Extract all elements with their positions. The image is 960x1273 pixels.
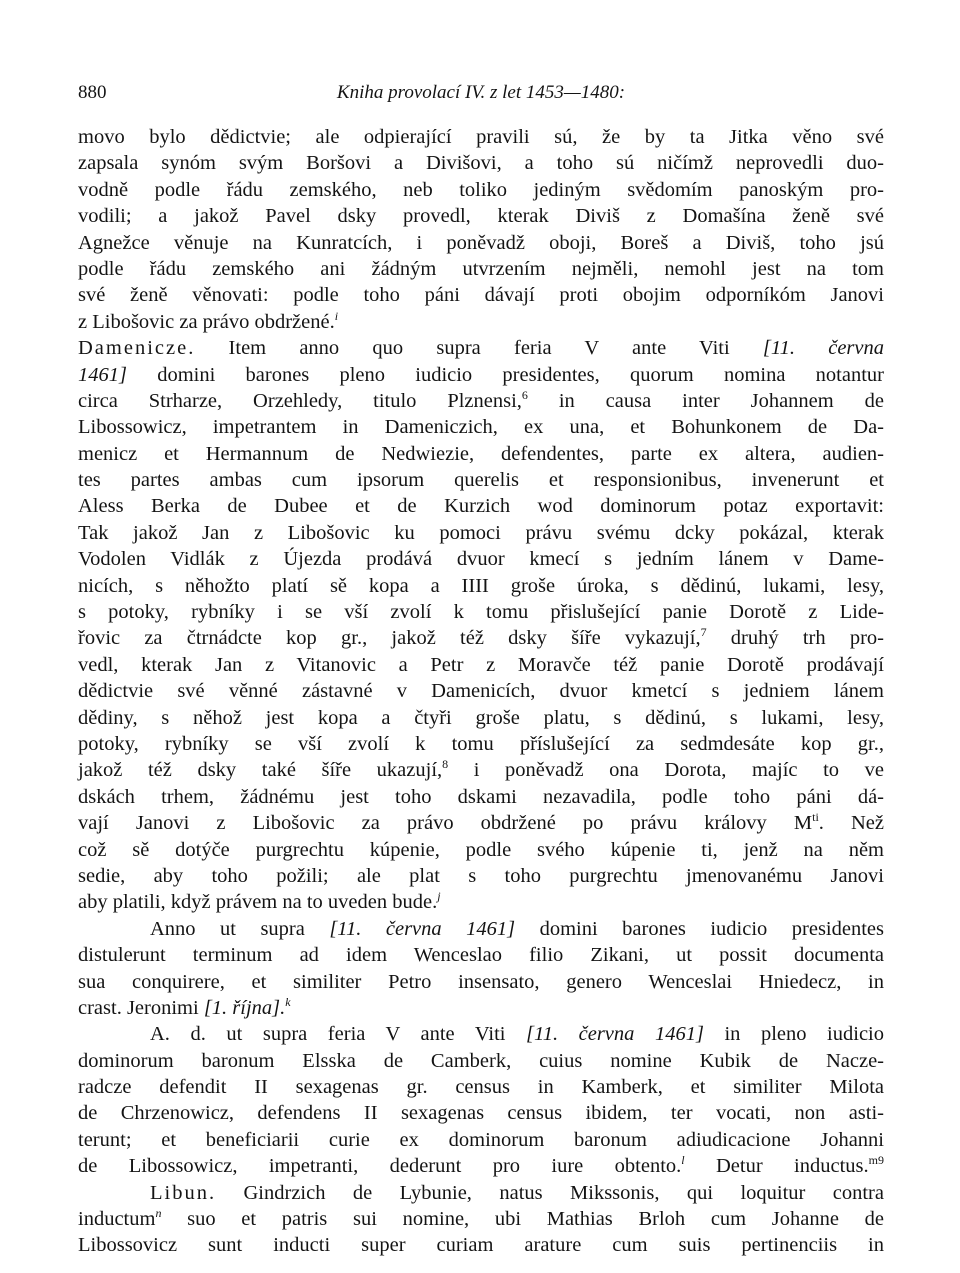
text-line xyxy=(78,810,884,836)
text-segment: vedl, kterak Jan z Vitanovic a Petr z Moravče též panie Dorotě prodávají xyxy=(78,653,884,676)
text-line xyxy=(78,784,884,810)
text-segment: i poněvadž ona Dorota, majíc to ve xyxy=(448,759,884,782)
text-segment: Anno ut supra xyxy=(150,917,330,940)
text-segment: své ženě věnovati: podle toho páni dávají proti obojim odporníkóm Janovi xyxy=(78,284,884,307)
text-segment: distulerunt terminum ad idem Wenceslao filio Zikani, ut possit documenta xyxy=(78,944,884,967)
text-segment: de Libossowicz, impetranti, dederunt pro iure obtento. xyxy=(78,1155,682,1178)
text-segment: terunt; et beneficiarii curie ex dominorum baronum adiudicacione Johanni xyxy=(78,1128,884,1151)
running-title: Kniha provolací IV. z let 1453—1480: xyxy=(336,82,626,103)
text-line xyxy=(78,546,884,572)
text-line xyxy=(78,1153,884,1179)
text-line xyxy=(78,203,884,229)
text-segment: Libun. xyxy=(150,1181,217,1204)
text-line xyxy=(78,916,884,942)
text-line xyxy=(78,889,884,915)
text-segment: zapsala synóm svým Boršovi a Divišovi, a toho sú ničímž neprovedli duo- xyxy=(78,152,884,175)
text-line xyxy=(78,1180,884,1206)
text-segment: s potoky, rybníky i se vší zvolí k tomu přislušející panie Dorotě z Lide- xyxy=(78,601,884,624)
text-segment: Libossowicz, impetrantem in Dameniczich, ex una, et Bohunkonem de Da- xyxy=(78,416,884,439)
footnote-marker: 6 xyxy=(521,388,528,403)
footnote-marker: l xyxy=(681,1153,685,1168)
text-segment: domini barones pleno iudicio presidentes, quorum nomina notantur xyxy=(126,363,884,386)
text-segment: circa Strharze, Orzehledy, titulo Plznensi, xyxy=(78,389,522,412)
text-segment: radcze defendit II sexagenas gr. census in Kamberk, et similiter Milota xyxy=(78,1076,884,1099)
text-line xyxy=(78,678,884,704)
text-line xyxy=(78,731,884,757)
text-line xyxy=(78,520,884,546)
text-segment: sua conquirere, et similiter Petro insensato, genero Wenceslai Hniedecz, in xyxy=(78,970,884,993)
text-segment: [11. června 1461] xyxy=(526,1023,704,1046)
text-segment: dominorum baronum Elsska de Camberk, cuius nomine Kubik de Nacze- xyxy=(78,1049,884,1072)
text-line xyxy=(78,441,884,467)
text-segment: Tak jakož Jan z Libošovic ku pomoci právu svému dcky pokázal, kterak xyxy=(78,521,884,544)
text-line xyxy=(78,256,884,282)
text-segment: podle řádu zemského ani žádným utvrzením nejměli, nemohl jest na tom xyxy=(78,257,884,280)
text-line xyxy=(78,1127,884,1153)
text-segment: Detur inductus. xyxy=(684,1155,869,1178)
text-segment: Aless Berka de Dubee et de Kurzich wod dominorum potaz exportavit: xyxy=(78,495,884,518)
text-line xyxy=(78,150,884,176)
text-line xyxy=(78,969,884,995)
text-line xyxy=(78,1048,884,1074)
text-line xyxy=(78,995,884,1021)
text-segment: nicích, s něhožto platí sě kopa a IIII groše úroka, s dědinú, lukami, lesy, xyxy=(78,574,884,597)
footnote-marker: m9 xyxy=(868,1153,884,1168)
text-segment: in pleno iudicio xyxy=(703,1023,884,1046)
text-segment: Agnežce věnuje na Kunratcích, i poněvadž oboji, Boreš a Diviš, toho jsú xyxy=(78,231,884,254)
text-segment: tes partes ambas cum ipsorum querelis et responsionibus, invenerunt et xyxy=(78,469,884,492)
footnote-marker: k xyxy=(285,995,291,1010)
page-number: 880 xyxy=(78,82,107,103)
text-line xyxy=(78,388,884,414)
text-segment: sedie, aby toho požili; ale plat s toho purgrechtu jmenovanému Janovi xyxy=(78,864,884,887)
text-segment: dskách trhem, žádnému jest toho dskami nezavadila, podle toho páni dá- xyxy=(78,785,884,808)
footnote-marker: 7 xyxy=(700,625,707,640)
text-segment: aby platili, když právem na to uveden bude. xyxy=(78,891,438,914)
text-segment: domini barones iudicio presidentes xyxy=(515,917,884,940)
text-segment: vodně podle řádu zemského, neb toliko jediným svědomím panoským pro- xyxy=(78,178,884,201)
footnote-marker: ti xyxy=(812,810,819,825)
text-line xyxy=(78,652,884,678)
text-line xyxy=(78,942,884,968)
text-line xyxy=(78,1206,884,1232)
text-segment: řovic za čtrnádcte kop gr., jakož též dsky šíře vykazují, xyxy=(78,627,701,650)
text-segment: [1. října]. xyxy=(203,996,286,1019)
text-line xyxy=(78,1100,884,1126)
text-line xyxy=(78,414,884,440)
text-line xyxy=(78,1232,884,1258)
text-line xyxy=(78,705,884,731)
body-text xyxy=(78,124,884,1259)
text-segment: de Chrzenowicz, defendens II sexagenas census ibidem, ter vocati, non asti- xyxy=(78,1102,884,1125)
text-line xyxy=(78,1021,884,1047)
text-segment: což sě dotýče purgrechtu kúpenie, podle svého kúpenie ti, jenž na něm xyxy=(78,838,884,861)
text-line xyxy=(78,625,884,651)
footnote-marker: n xyxy=(155,1206,162,1221)
text-segment: Item anno quo supra feria V ante Viti xyxy=(195,337,763,360)
text-segment: jakož též dsky také šíře ukazují, xyxy=(78,759,443,782)
footnote-marker: 8 xyxy=(442,757,449,772)
text-segment: Damenicze. xyxy=(78,337,196,360)
text-segment: 1461] xyxy=(78,363,127,386)
text-line xyxy=(78,1074,884,1100)
text-segment: movo bylo dědictvie; ale odpierající pravili sú, že by ta Jitka věno své xyxy=(78,126,884,148)
text-segment: dědictvie své věnné zástavné v Damenicích, dvuor kmetcí s jedniem lánem xyxy=(78,680,884,703)
text-segment: druhý trh pro- xyxy=(706,627,884,650)
text-segment: Gindrzich de Lybunie, natus Mikssonis, qui loquitur contra xyxy=(216,1181,884,1204)
text-line xyxy=(78,230,884,256)
text-line xyxy=(78,335,884,361)
text-segment: suo et patris sui nomine, ubi Mathias Brloh cum Johanne de xyxy=(161,1208,884,1231)
text-segment: Vodolen Vidlák z Újezda prodává dvuor kmecí s jedním lánem v Dame- xyxy=(78,548,884,571)
text-segment: [11. června xyxy=(762,337,884,360)
footnote-marker: i xyxy=(334,308,339,323)
text-segment: menicz et Hermannum de Nedwiezie, defendentes, parte ex altera, audien- xyxy=(78,442,884,465)
text-line xyxy=(78,282,884,308)
text-segment: vají Janovi z Libošovic za právo obdržené po právu královy M xyxy=(78,812,813,835)
text-segment: z Libošovic za právo obdržené. xyxy=(78,310,335,333)
text-segment: vodili; a jakož Pavel dsky provedl, kterak Diviš z Domašína ženě své xyxy=(78,205,884,228)
text-line xyxy=(78,837,884,863)
text-line xyxy=(78,863,884,889)
text-segment: A. d. ut supra feria V ante Viti xyxy=(150,1023,527,1046)
text-line xyxy=(78,493,884,519)
text-segment: inductum xyxy=(78,1208,156,1231)
text-line xyxy=(78,599,884,625)
text-line xyxy=(78,362,884,388)
footnote-marker: j xyxy=(437,889,441,904)
text-line xyxy=(78,467,884,493)
page-header xyxy=(78,80,884,106)
text-segment: Libossovicz sunt inducti super curiam arature cum suis pertinenciis in xyxy=(78,1234,884,1257)
text-segment: dědiny, s něhož jest kopa a čtyři groše platu, s dědinú, s lukami, lesy, xyxy=(78,706,884,729)
text-segment: [11. června 1461] xyxy=(329,917,516,940)
text-segment: crast. Jeronimi xyxy=(78,996,204,1019)
text-segment: . Než xyxy=(818,812,884,835)
text-line xyxy=(78,573,884,599)
text-segment: potoky, rybníky se vší zvolí k tomu příslušející za sedmdesáte kop gr., xyxy=(78,732,884,755)
text-line xyxy=(78,177,884,203)
text-segment: in causa inter Johannem de xyxy=(527,389,884,412)
text-line xyxy=(78,757,884,783)
text-line xyxy=(78,124,884,150)
text-line xyxy=(78,309,884,335)
